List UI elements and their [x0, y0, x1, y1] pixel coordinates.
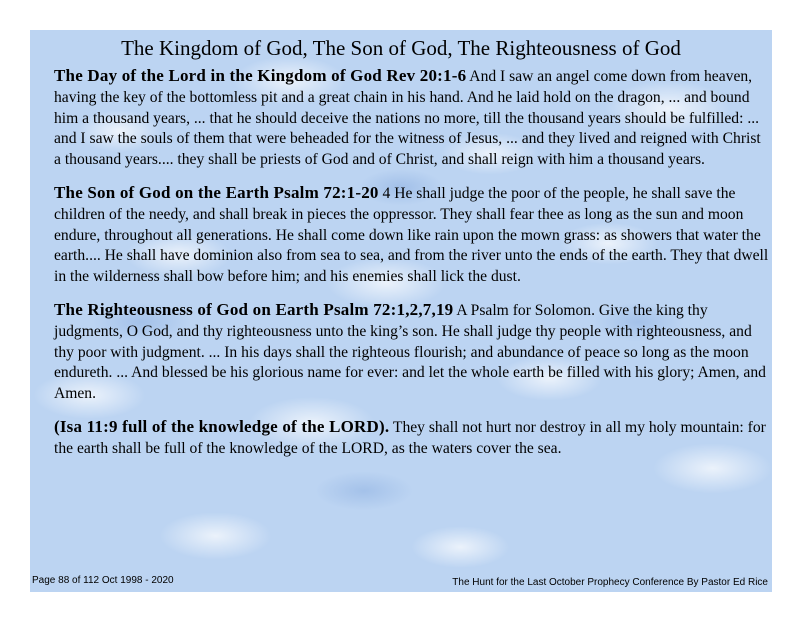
section-heading: The Son of God on the Earth Psalm 72:1-20 [54, 182, 379, 202]
page-title: The Kingdom of God, The Son of God, The Righteousness of God [121, 36, 681, 60]
slide [30, 30, 772, 592]
section-son-of-god [54, 183, 770, 288]
section-text: And I saw an angel come down from heaven, having the key of the bottomless pit and a great chain in his hand. And he laid hold on the dragon, ... and bound him a thousand years, ... that he should deceive the nations no more, till the thousand years should be fulfilled: ... and I saw the souls of them that were beheaded for the witness of Jesus, ... and they lived and reigned with Christ a thousand years.... they shall be priests of God and of Christ, and shall reign with him a thousand years. [54, 68, 761, 169]
section-text: A Psalm for Solomon. Give the king thy judgments, O God, and thy righteousness unto the king’s son. He shall judge thy people with righteousness, and thy poor with judgment. ... In his days shall the righteous flourish; and abundance of peace so long as the moon endureth. ... And blessed be his glorious name for ever: and let the whole earth be filled with his glory; Amen, and Amen. [54, 301, 766, 403]
section-isaiah [54, 417, 770, 460]
slide-content [54, 66, 770, 472]
conference-footer: The Hunt for the Last October Prophecy Conference By Pastor Ed Rice [452, 577, 768, 588]
page-number-footer: Page 88 of 112 Oct 1998 - 2020 [32, 575, 174, 586]
section-heading: The Day of the Lord in the Kingdom of God Rev 20:1-6 [54, 66, 467, 85]
section-kingdom [54, 66, 770, 171]
section-heading: (Isa 11:9 full of the knowledge of the LORD). [54, 416, 390, 436]
section-text: They shall not hurt nor destroy in all my holy mountain: for the earth shall be full of the knowledge of the LORD, as the waters cover the sea. [54, 418, 766, 457]
section-righteousness [54, 300, 770, 405]
section-heading: The Righteousness of God on Earth Psalm 72:1,2,7,19 [54, 299, 454, 319]
section-text: 4 He shall judge the poor of the people, he shall save the children of the needy, and shall break in pieces the oppressor. They shall fear thee as long as the sun and moon endure, throughout all generations. He shall come down like rain upon the mown grass: as showers that water the earth.... He shall have dominion also from sea to sea, and from the river unto the ends of the earth. They that dwell in the wilderness shall bow before him; and his enemies shall lick the dust. [54, 184, 769, 286]
